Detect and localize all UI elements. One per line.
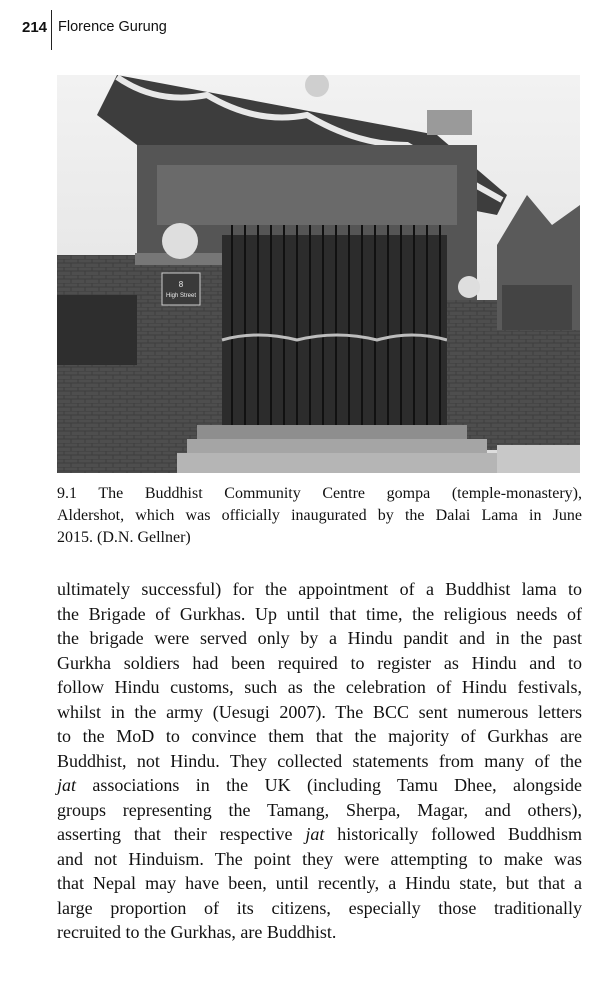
body-line: recruited to the Gurkhas, are Buddhist. bbox=[57, 922, 337, 942]
body-line: Gurkha soldiers had been required to register as Hindu and to bbox=[57, 652, 582, 673]
caption-line: 9.1 The Buddhist Community Centre gompa (temple-monastery), bbox=[57, 485, 582, 502]
body-line: groups representing the Tamang, Sherpa, Magar, and others), bbox=[57, 799, 582, 820]
body-line-text: associations in the UK (including Tamu Dhee, alongside bbox=[76, 775, 582, 795]
body-line: to the MoD to convince them that the majority of Gurkhas are bbox=[57, 726, 582, 746]
body-line-text: asserting that their respective bbox=[57, 824, 306, 844]
body-line: Buddhist, not Hindu. They collected statements from many of the bbox=[57, 750, 582, 771]
sign-number: 8 bbox=[178, 280, 184, 289]
figure-caption bbox=[57, 483, 582, 549]
gompa-photo-illustration bbox=[57, 75, 580, 473]
body-line: large proportion of its citizens, especially those traditionally bbox=[57, 897, 582, 918]
sign-street: High Street bbox=[165, 293, 197, 299]
running-header bbox=[22, 16, 167, 38]
body-line: and not Hinduism. The point they were attempting to make was bbox=[57, 848, 582, 869]
body-line-text: historically followed Buddhism bbox=[324, 824, 583, 844]
running-header-author: Florence Gurung bbox=[58, 19, 167, 35]
caption-line: 2015. (D.N. Gellner) bbox=[57, 529, 191, 546]
body-paragraph bbox=[57, 577, 582, 945]
italic-term: jat bbox=[305, 824, 325, 844]
body-line: the Brigade of Gurkhas. Up until that time, the religious needs of bbox=[57, 603, 582, 624]
body-line: ultimately successful) for the appointment of a Buddhist lama to bbox=[57, 579, 582, 599]
body-line bbox=[57, 773, 582, 798]
italic-term: jat bbox=[57, 775, 77, 795]
body-line: whilst in the army (Uesugi 2007). The BCC sent numerous letters bbox=[57, 701, 582, 722]
body-line: that Nepal may have been, until recently, a Hindu state, but that a bbox=[57, 873, 582, 893]
figure-photo bbox=[57, 75, 580, 473]
body-line: the brigade were served only by a Hindu pandit and in the past bbox=[57, 628, 582, 648]
page-number: 214 bbox=[22, 18, 48, 36]
body-line: follow Hindu customs, such as the celebration of Hindu festivals, bbox=[57, 677, 582, 697]
body-line bbox=[57, 822, 582, 847]
header-divider bbox=[51, 10, 52, 50]
caption-line: Aldershot, which was officially inaugurated by the Dalai Lama in June bbox=[57, 507, 582, 524]
